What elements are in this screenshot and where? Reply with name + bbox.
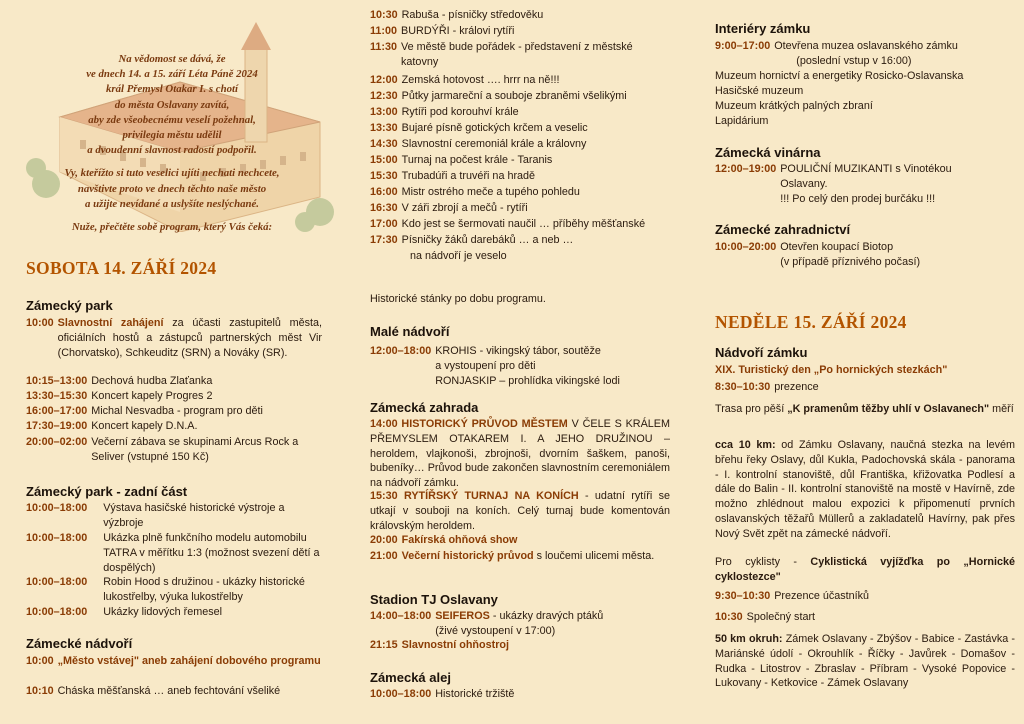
schedule-row: 13:30 Bujaré písně gotických krčem a veselic [370, 122, 588, 134]
schedule-row: 10:10 Cháska měšťanská … aneb fechtování všeliké [26, 685, 281, 697]
schedule-row: 14:30 Slavnostní ceremoniál krále a královny [370, 138, 587, 150]
schedule-row: 10:00–18:00 Ukázky lidových řemesel [26, 606, 223, 618]
section-title-courtyard: Zámecké nádvoří [26, 636, 133, 651]
section-title-wine-bar: Zámecká vinárna [715, 145, 821, 160]
schedule-row: 15:00 Turnaj na počest krále - Taranis [370, 154, 553, 166]
schedule-row: 12:00–18:00 KROHIS - vikingský tábor, soutěže a vystoupení pro děti RONJASKIP – prohlídka vikingské lodi [370, 345, 620, 387]
column-saturday-1 [0, 0, 342, 724]
schedule-row: 17:30–19:00 Koncert kapely D.N.A. [26, 420, 198, 432]
section-title-stadium: Stadion TJ Oslavany [370, 592, 498, 607]
schedule-row: 21:00 Večerní historický průvod s loučemi ulicemi města. [370, 550, 655, 562]
schedule-row: 16:30 V záři zbrojí a mečů - rytíři [370, 202, 528, 214]
cycling-route-description: 50 km okruh: Zámek Oslavany - Zbýšov - Babice - Zastávka - Mariánské údolí - Okrouhlík - Říčky - Javůrek - Domašov - Rudka - Litostrov - Zbraslav - Příbram - Vysoké Popovice - Lukovany - Ketkovice - Zámek Oslavany [715, 633, 1016, 690]
schedule-row: 13:00 Rytíři pod korouhví krále [370, 106, 519, 118]
schedule-row: 11:30 Ve městě bude pořádek - představení z městské katovny [370, 41, 633, 68]
intro-paragraph-2: Vy, kteřížto si tuto veselici ujíti nechati nechcete, navštivte proto ve dnech těchto naše město a užijte nevídané a uslyšíte neslýchané. [64, 167, 280, 210]
schedule-row: 16:00 Mistr ostrého meče a tupého pohledu [370, 186, 580, 198]
section-title-garden: Zámecká zahrada [370, 400, 479, 415]
schedule-row: 15:30 RYTÍŘSKÝ TURNAJ NA KONÍCH - udatní rytíři se utkají v souboji na koních. Celý turnaj bude komentován královským heroldem. [370, 490, 670, 532]
column-sunday [684, 0, 1024, 724]
schedule-row: 13:30–15:30 Koncert kapely Progres 2 [26, 390, 213, 402]
schedule-row: 10:00 Slavnostní zahájení za účasti zastupitelů města, oficiálních hostů a zástupců partnerských měst Vir (Chorvatsko), Schkeuditz (SRN) a Nováky (SR). [26, 317, 322, 359]
intro-paragraph-1: Na vědomost se dává, že ve dnech 14. a 15. září Léta Páně 2024 král Přemysl Otakar I. s chotí do města Oslavany zavítá, aby zde všeobecnému veselí požehnal, privilegia městu udělil a dvoudenní slavnost radostí podpořil. [86, 53, 258, 157]
schedule-row: 16:00–17:00 Michal Nesvadba - program pro děti [26, 405, 263, 417]
schedule-row: 10:00–18:00 Ukázka plně funkčního modelu automobilu TATRA v měřítku 1:3 (možnost svezení dětí a dospělých) [26, 532, 320, 574]
hiking-route-description: cca 10 km: od Zámku Oslavany, naučná stezka na levém břehu řeky Oslavy, důl Kukla, Padochovská skála - panorama - I. kontrolní stanoviště, důl Františka, křižovatka Podlesí a dále do Balin - II. kontrolní stanoviště na mostě v Havírně, zde možno zhlédnout malou expozici k připomenutí prvních oslavanských těžařů Müllerů a zakladatelů Havírny, pak přes Nový Svět zpět na zámecké nádvoří. [715, 439, 1015, 540]
schedule-row: 12:00–19:00 POULIČNÍ MUZIKANTI s Vinotékou Oslavany. !!! Po celý den prodej burčáku !!! [715, 163, 952, 205]
schedule-row: 20:00–02:00 Večerní zábava se skupinami Arcus Rock a Seliver (vstupné 150 Kč) [26, 436, 299, 463]
section-title-castle-courtyard: Nádvoří zámku [715, 345, 808, 360]
day-heading-saturday: SOBOTA 14. ZÁŘÍ 2024 [26, 258, 217, 278]
schedule-row: 17:30 Písničky žáků darebáků … a neb … [370, 234, 574, 246]
day-heading-sunday: NEDĚLE 15. ZÁŘÍ 2024 [715, 312, 907, 332]
cycling-title: Pro cyklisty - Cyklistická vyjížďka po „Hornické cyklostezce" [715, 556, 1016, 583]
schedule-row: 10:00–18:00 Robin Hood s družinou - ukázky historické lukostřelby, výuka lukostřelby [26, 576, 305, 603]
schedule-row: 17:00 Kdo jest se šermovati naučil … příběhy měšťanské [370, 218, 646, 230]
schedule-row: 14:00–18:00 SEIFEROS - ukázky dravých ptáků (živé vystoupení v 17:00) [370, 610, 604, 637]
intro-text [22, 52, 322, 243]
schedule-row: 15:30 Trubadúři a truvéři na hradě [370, 170, 536, 182]
section-title-park-back: Zámecký park - zadní část [26, 484, 188, 499]
schedule-row: 21:15 Slavnostní ohňostroj [370, 639, 509, 651]
section-title-garden-centre: Zámecké zahradnictví [715, 222, 851, 237]
tourist-day-title: XIX. Turistický den „Po hornických stezkách" [715, 364, 948, 376]
stalls-note: Historické stánky po dobu programu. [370, 293, 546, 305]
schedule-row: 10:00 „Město vstávej" aneb zahájení dobového programu [26, 655, 321, 667]
schedule-row: 11:00 BURDÝŘI - královi rytíři [370, 25, 515, 37]
schedule-row: 12:30 Půtky jarmareční a souboje zbraněmi všelikými [370, 90, 627, 102]
column-saturday-2 [342, 0, 684, 724]
section-title-small-courtyard: Malé nádvoří [370, 324, 450, 339]
hiking-route-title: Trasa pro pěší „K pramenům těžby uhlí v Oslavanech" měří [715, 403, 1014, 415]
schedule-row: 14:00 HISTORICKÝ PRŮVOD MĚSTEM V ČELE S KRÁLEM PŘEMYSLEM OTAKAREM I. A JEHO DRUŽINOU – heroldem, vlajkonoši, zbrojnoši, dvorním šaškem, panoši, bubeníky… Průvod bude zakončen slavnostním ceremoniálem na nádvoří zámku. [370, 418, 670, 490]
section-title-alley: Zámecká alej [370, 670, 451, 685]
section-title-park: Zámecký park [26, 298, 113, 313]
museum-item: Muzeum krátkých palných zbraní [715, 100, 873, 112]
schedule-row: 9:30–10:30 Prezence účastníků [715, 590, 870, 602]
museum-item: Lapidárium [715, 115, 769, 127]
schedule-row: 10:00–18:00 Historické tržiště [370, 688, 515, 700]
schedule-row: 10:30 Společný start [715, 611, 816, 623]
schedule-row: 9:00–17:00 Otevřena muzea oslavanského zámku (poslední vstup v 16:00) [715, 40, 958, 67]
intro-paragraph-3: Nuže, přečtěte sobě program, který Vás čeká: [71, 221, 273, 234]
schedule-row: 10:15–13:00 Dechová hudba Zlaťanka [26, 375, 213, 387]
schedule-row: 20:00 Fakírská ohňová show [370, 534, 518, 546]
schedule-row: 10:30 Rabuša - písničky středověku [370, 9, 544, 21]
schedule-row: 10:00–20:00 Otevřen koupací Biotop (v případě příznivého počasí) [715, 241, 921, 268]
schedule-row: 12:00 Zemská hotovost …. hrrr na ně!!! [370, 74, 560, 86]
schedule-row: 10:00–18:00 Výstava hasičské historické výstroje a výzbroje [26, 502, 285, 529]
section-title-interiors: Interiéry zámku [715, 21, 811, 36]
schedule-row: 8:30–10:30 prezence [715, 381, 819, 393]
museum-item: Hasičské muzeum [715, 85, 804, 97]
schedule-continuation: na nádvoří je veselo [410, 250, 507, 262]
museum-item: Muzeum hornictví a energetiky Rosicko-Oslavanska [715, 70, 964, 82]
